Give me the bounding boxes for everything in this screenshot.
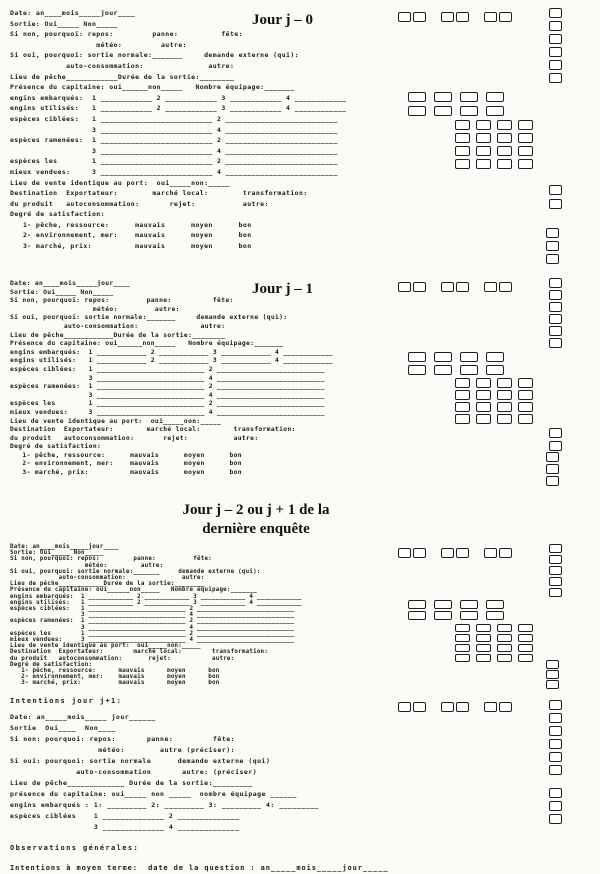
code-box[interactable] [476,654,491,662]
form-line: Lieu de pêche_____________ Durée de la sortie:_________ [10,779,253,787]
code-box[interactable] [546,670,559,679]
code-box[interactable] [549,21,562,31]
code-box[interactable] [549,60,562,70]
code-box[interactable] [476,624,491,632]
code-box[interactable] [497,402,512,412]
form-line: espèces ciblées: 1 __________________________ 2 __________________________ [10,365,325,373]
form-line: engins utilisés: 1 ____________ 2 ____________ 3 ____________ 4 ____________ [10,599,302,606]
form-line: Date: an____mois_____jour____ [10,9,136,17]
form-line: Degré de satisfaction: [10,210,105,219]
code-box[interactable] [549,700,562,710]
code-box[interactable] [460,600,478,609]
code-box[interactable] [434,92,452,102]
code-box[interactable] [441,702,454,712]
code-box[interactable] [549,278,562,288]
code-box[interactable] [408,92,426,102]
code-box[interactable] [499,12,512,22]
form-line: espèces ramenées: 1 __________________________ 2 __________________________ [10,136,338,145]
form-line: engins utilisés: 1 ____________ 2 ____________ 3 ____________ 4 ____________ [10,357,334,365]
form-line: Lieu de pêche____________Durée de la sortie:________ [10,331,226,339]
code-box[interactable] [518,133,533,143]
code-box[interactable] [549,199,562,209]
code-box[interactable] [549,726,562,736]
code-box[interactable] [484,702,497,712]
form-line: 3 ______________ 4 ______________ [10,823,240,831]
form-line: mieux vendues: 3 __________________________ 4 __________________________ [10,167,338,176]
code-box[interactable] [486,600,504,609]
form-line: Si non, pourquoi: repos: panne: fête: [10,30,243,39]
form-line: météo: autre: [10,305,180,313]
section-title-jour-j1: Jour j – 1 [252,281,313,297]
form-line: engins embarqués: 1 ____________ 2 ____________ 3 ____________ 4 ____________ [10,593,302,600]
form-line: Degré de satisfaction: [10,661,93,668]
code-box[interactable] [441,282,454,292]
code-box[interactable] [497,390,512,400]
section-title-jour-j0: Jour j – 0 [252,12,313,28]
code-box[interactable] [549,47,562,57]
form-line: Sortie: Oui_____ Non_____ [10,288,114,296]
code-box[interactable] [460,365,478,375]
code-box[interactable] [549,314,562,324]
code-box[interactable] [456,702,469,712]
code-box[interactable] [476,414,491,424]
code-box[interactable] [434,365,452,375]
code-box[interactable] [518,159,533,169]
form-line: auto-consommation autre: (préciser) [10,768,258,776]
code-box[interactable] [460,352,478,362]
form-line: Date: an____mois_____jour____ [10,544,119,550]
form-line: auto-consommation: autre: [10,575,205,582]
code-box[interactable] [455,146,470,156]
code-box[interactable] [497,159,512,169]
form-line: engins utilisés: 1 ____________ 2 ____________ 3 ____________ 4 ____________ [10,104,347,113]
form-line: mieux vendues: 3 __________________________ 4 __________________________ [10,408,325,416]
form-line: 3- marché, prix: mauvais moyen bon [10,242,252,251]
form-line: 1- pêche, ressource: mauvais moyen bon [10,220,252,229]
code-box[interactable] [497,133,512,143]
code-box[interactable] [460,611,478,620]
form-line: mieux vendues: 3 __________________________ 4 __________________________ [10,637,295,644]
code-box[interactable] [497,378,512,388]
form-line: du produit autoconsommation: rejet: autre: [10,434,259,442]
section-jour-j0 [10,8,402,252]
code-box[interactable] [549,34,562,44]
form-line: Lieu de pêche____________Durée de la sortie:________ [10,581,205,588]
code-box[interactable] [476,133,491,143]
code-box[interactable] [434,352,452,362]
code-box[interactable] [518,644,533,652]
form-line: Degré de satisfaction: [10,443,102,451]
code-box[interactable] [455,654,470,662]
form-line: espèces ciblées: 1 __________________________ 2 __________________________ [10,606,295,613]
code-box[interactable] [476,146,491,156]
form-line: du produit autoconsommation: rejet: autre: [10,655,235,662]
code-box[interactable] [398,702,411,712]
code-box[interactable] [549,765,562,775]
form-line: auto-consommation: autre: [10,322,226,330]
form-line: 1- pêche, ressource: mauvais moyen bon [10,451,242,459]
code-box[interactable] [476,402,491,412]
code-box[interactable] [549,713,562,723]
form-line: auto-consommation: autre: [10,61,235,70]
code-box[interactable] [441,12,454,22]
code-box[interactable] [455,133,470,143]
code-box[interactable] [518,624,533,632]
code-box[interactable] [549,326,562,336]
form-line: 2- environnement, mer: mauvais moyen bon [10,460,242,468]
form-line: Sortie Oui____ Non____ [10,724,116,732]
form-line: Si non, pourquoi: repos: panne: fête: [10,297,234,305]
form-line: engins embarqués: 1 ____________ 2 ____________ 3 ____________ 4 ____________ [10,93,347,102]
code-box[interactable] [546,660,559,669]
code-box[interactable] [434,600,452,609]
form-line: Lieu de pêche____________Durée de la sortie:________ [10,72,235,81]
code-box[interactable] [441,548,454,558]
code-box[interactable] [497,634,512,642]
code-box[interactable] [549,302,562,312]
code-box[interactable] [413,702,426,712]
form-line: Présence du capitaine: oui______non_____ Nombre équipage:_______ [10,83,295,92]
code-box[interactable] [497,120,512,130]
code-box[interactable] [476,634,491,642]
code-box[interactable] [549,8,562,18]
code-box[interactable] [499,548,512,558]
form-line: Lieu de vente identique au port: oui_____non:_____ [10,643,201,650]
code-box[interactable] [476,378,491,388]
code-box[interactable] [484,548,497,558]
code-box[interactable] [413,12,426,22]
code-box[interactable] [484,282,497,292]
form-line: Lieu de vente identique au port: oui_____non:_____ [10,417,222,425]
code-box[interactable] [518,414,533,424]
code-box[interactable] [499,282,512,292]
code-box[interactable] [497,624,512,632]
form-line: 2- environnement, mer: mauvais moyen bon [10,231,252,240]
form-line: espèces ciblées: 1 __________________________ 2 __________________________ [10,114,338,123]
section-title-jour-j2 [148,501,364,539]
code-box[interactable] [408,600,426,609]
code-box[interactable] [434,611,452,620]
medium-term-intentions-line: Intentions à moyen terme: date de la question : an_____mois_____jour_____ [10,864,389,872]
code-box[interactable] [460,92,478,102]
form-line: 3 __________________________ 4 __________________________ [10,612,295,619]
form-line: 3 __________________________ 4 __________________________ [10,374,325,382]
code-box[interactable] [476,159,491,169]
code-box[interactable] [413,282,426,292]
form-line: Sortie: Oui_____ Non_____ [10,550,104,557]
code-box[interactable] [546,254,559,264]
form-line: espèces ramenées: 1 __________________________ 2 __________________________ [10,618,295,625]
code-box[interactable] [476,120,491,130]
form-line: Si oui, pourquoi: sortie normale:_______ demande externe (qui): [10,314,288,322]
code-box[interactable] [484,12,497,22]
code-box[interactable] [499,702,512,712]
code-box[interactable] [518,378,533,388]
form-line: 3 __________________________ 4 __________________________ [10,146,338,155]
code-box[interactable] [456,548,469,558]
form-line: Si oui, pourquoi: sortie normale:_______ demande externe (qui): [10,568,261,575]
form-line: météo: autre (préciser): [10,746,236,754]
code-box[interactable] [549,788,562,798]
code-box[interactable] [549,577,562,586]
form-line: météo: autre: [10,562,164,569]
form-line: Présence du capitaine: oui______non_____ Nombre équipage:_______ [10,587,257,594]
code-box[interactable] [518,390,533,400]
form-line: du produit autoconsommation: rejet: autre: [10,199,269,208]
code-box[interactable] [549,441,562,451]
code-box[interactable] [408,365,426,375]
form-line: Si non: pourquoi: repos: panne: fête: [10,735,236,743]
code-box[interactable] [549,544,562,553]
code-box[interactable] [486,365,504,375]
form-line: 3- marché, prix: mauvais moyen bon [10,469,242,477]
section-title-jour-j2-line2: dernière enquête [202,521,310,537]
code-box[interactable] [497,146,512,156]
form-line: 3 __________________________ 4 __________________________ [10,391,325,399]
form-line: espèces les 1 __________________________ 2 __________________________ [10,630,295,637]
code-box[interactable] [546,241,559,251]
code-box[interactable] [549,290,562,300]
code-box[interactable] [486,352,504,362]
code-box[interactable] [549,428,562,438]
form-line: engins embarqués : 1: _________ 2: _________ 3: _________ 4: _________ [10,801,319,809]
code-box[interactable] [408,106,426,116]
code-box[interactable] [546,228,559,238]
form-line: Si oui, pourquoi: sortie normale:_______ demande externe (qui): [10,51,299,60]
form-line: 1- pêche, ressource: mauvais moyen bon [10,668,220,675]
code-box[interactable] [546,452,559,462]
code-box[interactable] [549,555,562,564]
form-line: Présence du capitaine: oui______non_____ Nombre équipage:_______ [10,340,284,348]
code-box[interactable] [455,390,470,400]
form-line: espèces ramenées: 1 __________________________ 2 __________________________ [10,383,325,391]
code-box[interactable] [518,120,533,130]
code-box[interactable] [497,644,512,652]
form-line: Date: an____mois_____jour____ [10,280,131,287]
code-box[interactable] [455,159,470,169]
form-line: engins embarqués: 1 ____________ 2 ____________ 3 ____________ 4 ____________ [10,348,334,356]
form-line: Sortie: Oui_____ Non_____ [10,19,118,28]
form-line: 2- environnement, mer: mauvais moyen bon [10,674,220,681]
code-box[interactable] [455,624,470,632]
code-box[interactable] [486,92,504,102]
code-box[interactable] [455,402,470,412]
form-line: Si non, pourquoi: repos: panne: fête: [10,556,212,563]
code-box[interactable] [455,644,470,652]
code-box[interactable] [434,106,452,116]
code-box[interactable] [476,644,491,652]
code-box[interactable] [497,414,512,424]
code-box[interactable] [549,814,562,824]
code-box[interactable] [476,390,491,400]
code-box[interactable] [455,120,470,130]
code-box[interactable] [408,352,426,362]
code-box[interactable] [413,548,426,558]
code-box[interactable] [549,338,562,348]
observations-title: Observations générales: [10,844,140,852]
code-box[interactable] [518,402,533,412]
section-jour-j1 [10,280,402,478]
code-box[interactable] [549,739,562,749]
code-box[interactable] [455,414,470,424]
form-line: Lieu de vente identique au port: oui_____non:_____ [10,178,230,187]
code-box[interactable] [455,634,470,642]
code-box[interactable] [486,106,504,116]
form-line: 3 __________________________ 4 __________________________ [10,125,338,134]
form-line: Date: an_____mois_____ jour______ [10,713,156,721]
form-line: Destination Exportateur: marché local: transformation: [10,189,308,198]
code-box[interactable] [518,146,533,156]
form-line: espèces ciblées 1 ______________ 2 ______________ [10,812,240,820]
form-line: espèces les 1 __________________________ 2 __________________________ [10,400,325,408]
code-box[interactable] [549,588,562,597]
code-box[interactable] [549,73,562,83]
code-box[interactable] [460,106,478,116]
code-box[interactable] [518,634,533,642]
code-box[interactable] [549,801,562,811]
code-box[interactable] [456,12,469,22]
intentions-title: Intentions jour j+1: [10,697,123,705]
code-box[interactable] [546,464,559,474]
form-line: espèces les 1 __________________________ 2 __________________________ [10,157,338,166]
code-box[interactable] [549,566,562,575]
code-box[interactable] [497,654,512,662]
code-box[interactable] [549,185,562,195]
form-line: Si oui: pourquoi: sortie normale demande externe (qui) [10,757,271,765]
code-box[interactable] [546,476,559,486]
code-box[interactable] [456,282,469,292]
form-line: présence du capitaine: oui_____ non _____ nombre équipage ______ [10,790,297,798]
form-line: 3- marché, prix: mauvais moyen bon [10,680,220,687]
section-title-jour-j2-line1: Jour j – 2 ou j + 1 de la [182,502,330,518]
code-box[interactable] [546,680,559,689]
form-line: 3 __________________________ 4 __________________________ [10,624,295,631]
code-box[interactable] [408,611,426,620]
code-box[interactable] [455,378,470,388]
code-box[interactable] [486,611,504,620]
form-line: Destination Exportateur: marché local: transformation: [10,426,296,434]
section-jour-j2 [10,544,402,687]
form-line: météo: autre: [10,40,187,49]
form-line: Destination Exportateur: marché local: transformation: [10,649,269,656]
code-box[interactable] [518,654,533,662]
intentions-section [10,712,402,833]
code-box[interactable] [549,752,562,762]
